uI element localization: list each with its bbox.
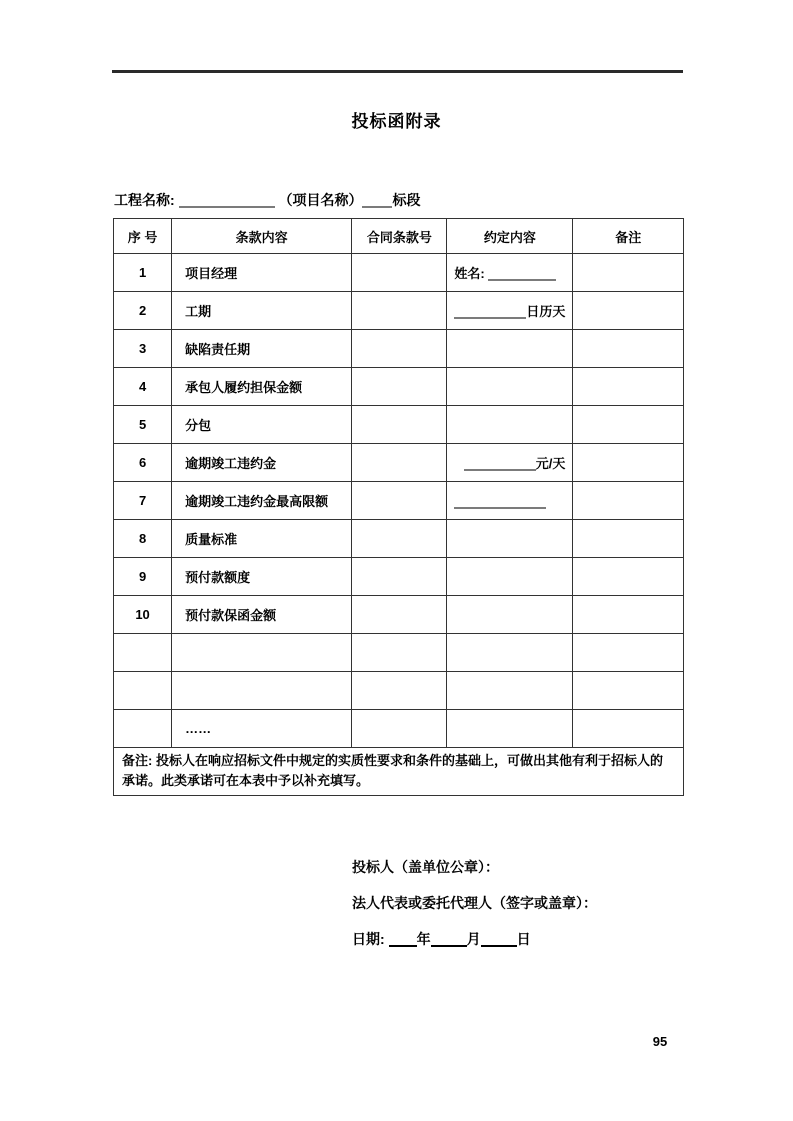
- table-row: [114, 482, 684, 520]
- cell-no: [114, 710, 172, 748]
- cell-remark: [573, 330, 684, 368]
- cell-contract-no: [352, 520, 447, 558]
- table-row: [114, 520, 684, 558]
- segment-text: 年: [416, 931, 431, 947]
- cell-contract-no: [352, 596, 447, 634]
- cell-contract-no: [352, 368, 447, 406]
- note-text: 备注: 投标人在响应招标文件中规定的实质性要求和条件的基础上，可做出其他有利于招标人的承诺。此类承诺可在本表中予以补充填写。: [114, 748, 684, 796]
- table-row: [114, 330, 684, 368]
- cell-agreed: [447, 406, 573, 444]
- cell-no: 10: [114, 596, 172, 634]
- cell-clause: 预付款额度: [172, 558, 352, 596]
- cell-contract-no: [352, 672, 447, 710]
- table-note-row: [114, 748, 684, 796]
- cell-no: 7: [114, 482, 172, 520]
- cell-clause: 承包人履约担保金额: [172, 368, 352, 406]
- cell-clause: [172, 634, 352, 672]
- fill-in-blank: [488, 265, 556, 281]
- cell-clause: 逾期竣工违约金: [172, 444, 352, 482]
- segment-text: 月: [466, 931, 481, 947]
- cell-agreed: [447, 330, 573, 368]
- table-row: [114, 254, 684, 292]
- cell-remark: [573, 596, 684, 634]
- fill-in-blank: [431, 931, 467, 947]
- cell-clause: 预付款保函金额: [172, 596, 352, 634]
- date-line: [352, 929, 597, 946]
- page-title: 投标函附录: [351, 112, 442, 131]
- header-cell-no: 序 号: [114, 219, 172, 254]
- cell-contract-no: [352, 710, 447, 748]
- segment-text: 标段: [392, 192, 421, 208]
- cell-contract-no: [352, 444, 447, 482]
- cell-agreed: [447, 596, 573, 634]
- cell-clause: 分包: [172, 406, 352, 444]
- cell-no: 1: [114, 254, 172, 292]
- cell-remark: [573, 482, 684, 520]
- cell-contract-no: [352, 634, 447, 672]
- cell-agreed: [447, 292, 573, 330]
- segment-text: 元/天: [535, 456, 566, 471]
- fill-in-blank: [454, 303, 526, 319]
- cell-remark: [573, 406, 684, 444]
- segment-text: 日: [516, 931, 531, 947]
- header-cell-contract: 合同条款号: [352, 219, 447, 254]
- table-row: [114, 444, 684, 482]
- segment-text: 日期:: [352, 931, 389, 947]
- cell-remark: [573, 634, 684, 672]
- header-cell-remark: 备注: [573, 219, 684, 254]
- cell-agreed: [447, 368, 573, 406]
- cell-clause: 工期: [172, 292, 352, 330]
- fill-in-blank: [179, 192, 275, 208]
- cell-agreed: [447, 558, 573, 596]
- cell-agreed: [447, 482, 573, 520]
- fill-in-blank: [464, 455, 536, 471]
- cell-no: [114, 634, 172, 672]
- cell-clause: 项目经理: [172, 254, 352, 292]
- cell-agreed: [447, 254, 573, 292]
- cell-clause: 缺陷责任期: [172, 330, 352, 368]
- header-rule: [112, 70, 683, 73]
- cell-agreed: [447, 672, 573, 710]
- cell-agreed: [447, 520, 573, 558]
- cell-no: 8: [114, 520, 172, 558]
- bid-appendix-table: [113, 218, 684, 796]
- cell-contract-no: [352, 482, 447, 520]
- legal-rep-line: 法人代表或委托代理人（签字或盖章）：: [352, 895, 597, 911]
- page-number: 95: [652, 1034, 668, 1049]
- fill-in-blank: [362, 192, 392, 208]
- fill-in-blank: [389, 931, 417, 947]
- cell-no: 9: [114, 558, 172, 596]
- cell-contract-no: [352, 292, 447, 330]
- cell-no: 2: [114, 292, 172, 330]
- cell-remark: [573, 558, 684, 596]
- fill-in-blank: [454, 493, 546, 509]
- table-row: [114, 634, 684, 672]
- project-name-line: [114, 190, 420, 210]
- segment-text: 姓名:: [454, 266, 489, 281]
- cell-no: 4: [114, 368, 172, 406]
- cell-clause: 质量标准: [172, 520, 352, 558]
- segment-text: 日历天: [526, 304, 566, 319]
- cell-contract-no: [352, 330, 447, 368]
- cell-remark: [573, 292, 684, 330]
- segment-text: （项目名称）: [274, 192, 363, 208]
- cell-remark: [573, 444, 684, 482]
- segment-text: 工程名称:: [114, 192, 179, 208]
- cell-clause: [172, 672, 352, 710]
- signature-block: [352, 857, 597, 965]
- cell-clause: 逾期竣工违约金最高限额: [172, 482, 352, 520]
- table-row: [114, 558, 684, 596]
- cell-clause: ……: [172, 710, 352, 748]
- cell-contract-no: [352, 254, 447, 292]
- table-row: [114, 292, 684, 330]
- bidder-seal-line: 投标人（盖单位公章）：: [352, 859, 499, 875]
- table-row: [114, 406, 684, 444]
- cell-no: [114, 672, 172, 710]
- table-header-row: [114, 219, 684, 254]
- cell-remark: [573, 254, 684, 292]
- table-row: [114, 710, 684, 748]
- table-row: [114, 596, 684, 634]
- cell-no: 6: [114, 444, 172, 482]
- cell-no: 3: [114, 330, 172, 368]
- table-row: [114, 672, 684, 710]
- header-cell-clause: 条款内容: [172, 219, 352, 254]
- cell-agreed: [447, 634, 573, 672]
- cell-remark: [573, 368, 684, 406]
- cell-agreed: [447, 444, 573, 482]
- cell-remark: [573, 520, 684, 558]
- cell-contract-no: [352, 558, 447, 596]
- cell-agreed: [447, 710, 573, 748]
- header-cell-agreed: 约定内容: [447, 219, 573, 254]
- cell-remark: [573, 672, 684, 710]
- cell-no: 5: [114, 406, 172, 444]
- cell-remark: [573, 710, 684, 748]
- cell-contract-no: [352, 406, 447, 444]
- fill-in-blank: [481, 931, 517, 947]
- table-row: [114, 368, 684, 406]
